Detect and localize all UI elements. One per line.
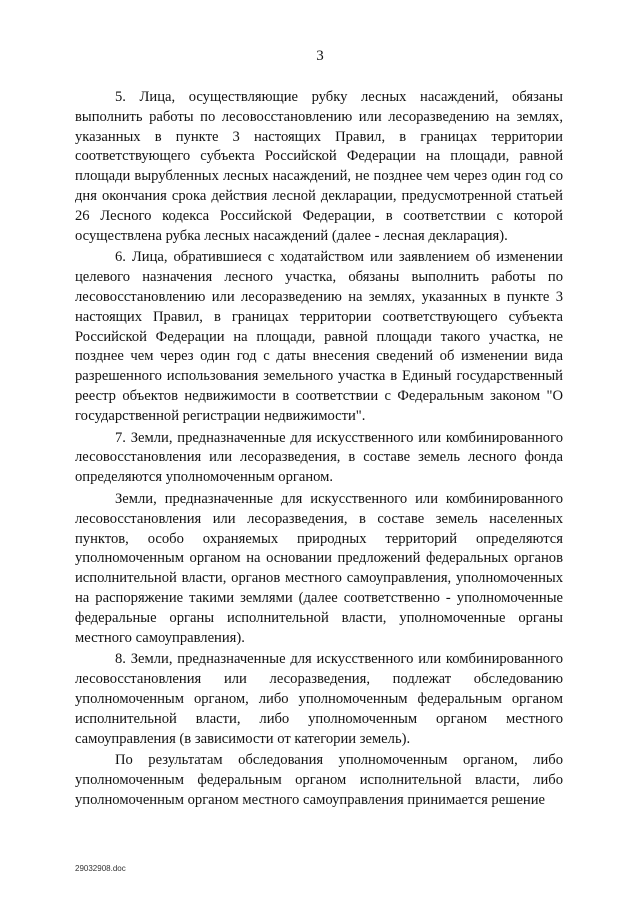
footer-filename: 29032908.doc bbox=[75, 864, 126, 873]
paragraph-5: 5. Лица, осуществляющие рубку лесных насаждений, обязаны выполнить работы по лесовосстановлению или лесоразведению на землях, указанных в пункте 3 настоящих Правил, в границах территории соответствующего субъекта Российской Федерации на площади, равной площади вырубленных лесных насаждений, не позднее чем через один год со дня окончания срока действия лесной декларации, предусмотренной статьей 26 Лесного кодекса Российской Федерации, в соответствии с которой осуществлена рубка лесных насаждений (далее - лесная декларация). bbox=[75, 89, 563, 244]
paragraph-7: 7. Земли, предназначенные для искусственного или комбинированного лесовосстановления или лесоразведения, в составе земель лесного фонда определяются уполномоченным органом. bbox=[75, 429, 563, 486]
page-number: 3 bbox=[316, 48, 324, 64]
paragraph-7-continued: Земли, предназначенные для искусственного или комбинированного лесовосстановления или лесоразведения, в составе земель населенных пунктов, особо охраняемых природных территорий определяются уполномоченным органом на основании предложений федеральных органов исполнительной власти, органов местного самоуправления, уполномоченных на распоряжение такими землями (далее соответственно - уполномоченные федеральные органы исполнительной власти, уполномоченные органы местного самоуправления). bbox=[75, 490, 563, 646]
paragraph-8: 8. Земли, предназначенные для искусственного или комбинированного лесовосстановления или лесоразведения, подлежат обследованию уполномоченным органом, либо уполномоченным федеральным органом исполнительной власти, либо уполномоченным органом местного самоуправления (в зависимости от категории земель). bbox=[75, 651, 563, 747]
paragraph-8-continued: По результатам обследования уполномоченным органом, либо уполномоченным федеральным органом исполнительной власти, либо уполномоченным органом местного самоуправления принимается решение bbox=[75, 752, 563, 808]
paragraph-6: 6. Лица, обратившиеся с ходатайством или заявлением об изменении целевого назначения лесного участка, обязаны выполнить работы по лесовосстановлению или лесоразведению на землях, указанных в пункте 3 настоящих Правил, в границах территории соответствующего субъекта Российской Федерации на площади, равной площади такого участка, не позднее чем через один год с даты внесения сведений об изменении вида разрешенного использования земельного участка в Единый государственный реестр объектов недвижимости в соответствии с Федеральным законом "О государственной регистрации недвижимости". bbox=[75, 249, 563, 424]
document-body bbox=[75, 88, 563, 813]
